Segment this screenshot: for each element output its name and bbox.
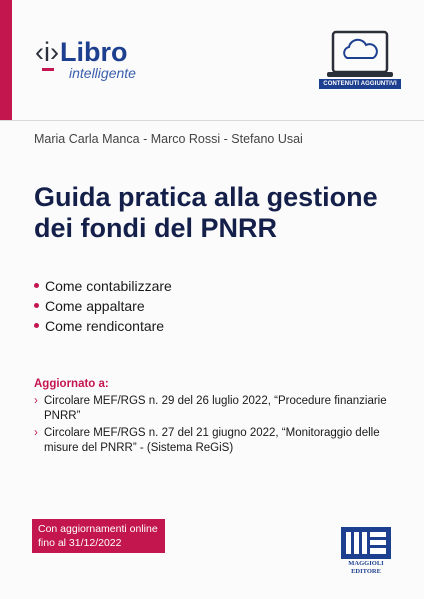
chevron-right-icon: › (34, 395, 38, 407)
title-line-2: dei fondi del PNRR (34, 213, 277, 243)
topic-item: Come rendicontare (34, 316, 172, 336)
topics-list (34, 276, 172, 336)
topic-item: Come contabilizzare (34, 276, 172, 296)
header-divider (0, 120, 424, 121)
accent-band (0, 0, 12, 120)
extras-label: CONTENUTI AGGIUNTIVI (319, 79, 401, 89)
logo-bracket-close: › (50, 37, 59, 67)
book-title (34, 182, 394, 244)
updates-list (34, 394, 394, 458)
logo-i: i (44, 37, 50, 67)
chevron-right-icon: › (34, 427, 38, 439)
ilibro-logo (35, 37, 136, 81)
updated-heading: Aggiornato a: (34, 378, 109, 390)
logo-underline (42, 68, 54, 71)
logo-word: Libro (60, 37, 128, 67)
title-line-1: Guida pratica alla gestione (34, 182, 378, 212)
topic-item: Come appaltare (34, 296, 172, 316)
logo-bracket-open: ‹ (35, 37, 44, 67)
logo-subtitle: intelligente (69, 65, 136, 81)
badge-line-2: fino al 31/12/2022 (38, 537, 122, 549)
authors: Maria Carla Manca - Marco Rossi - Stefano Usai (34, 132, 303, 146)
publisher-name: MAGGIOLI EDITORE (348, 560, 384, 575)
update-item: › Circolare MEF/RGS n. 27 del 21 giugno 2022, “Monitoraggio delle misure del PNRR” - (Sistema ReGiS) (34, 427, 380, 454)
update-item: › Circolare MEF/RGS n. 29 del 26 luglio 2022, “Procedure finanziarie PNRR” (34, 395, 387, 422)
online-updates-badge (32, 519, 165, 553)
badge-line-1: Con aggiornamenti online (38, 523, 158, 535)
